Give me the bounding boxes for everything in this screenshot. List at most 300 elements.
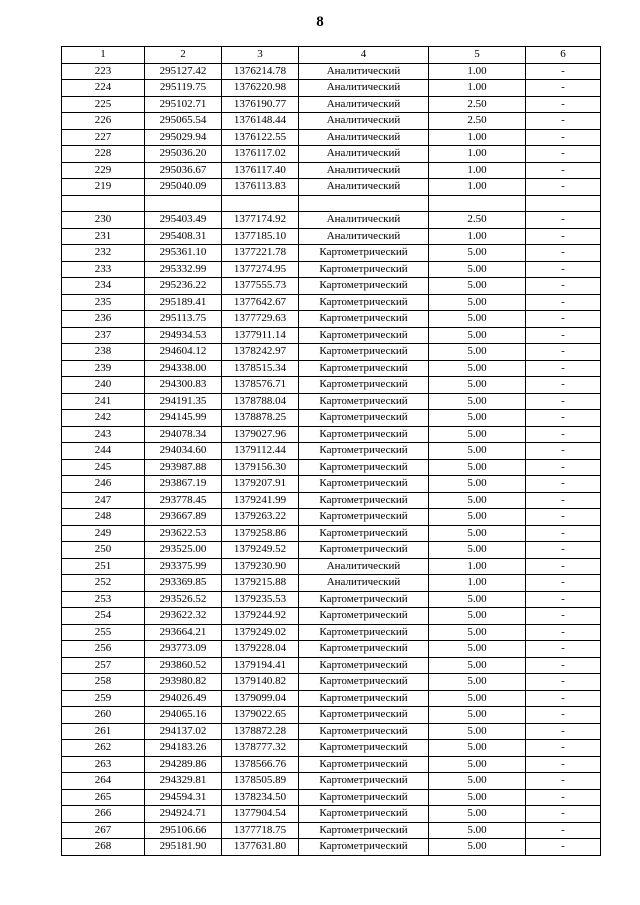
cell-note: - [526, 492, 601, 509]
cell-note: - [526, 80, 601, 97]
cell-y-coordinate: 1376220.98 [222, 80, 299, 97]
cell-accuracy: 5.00 [429, 344, 526, 361]
cell-method: Картометрический [299, 723, 429, 740]
cell-point-number: 266 [62, 806, 145, 823]
cell-x-coordinate: 295361.10 [145, 245, 222, 262]
cell-method: Аналитический [299, 162, 429, 179]
cell-y-coordinate: 1379022.65 [222, 707, 299, 724]
cell-accuracy: 5.00 [429, 294, 526, 311]
cell-method: Картометрический [299, 377, 429, 394]
cell-accuracy: 5.00 [429, 327, 526, 344]
cell-note: - [526, 641, 601, 658]
cell-y-coordinate: 1379244.92 [222, 608, 299, 625]
cell-y-coordinate: 1376117.02 [222, 146, 299, 163]
cell-x-coordinate: 294183.26 [145, 740, 222, 757]
cell-accuracy: 5.00 [429, 377, 526, 394]
cell-x-coordinate: 294594.31 [145, 789, 222, 806]
cell-point-number: 230 [62, 212, 145, 229]
cell-method: Аналитический [299, 558, 429, 575]
table-row [62, 377, 601, 394]
table-row [62, 129, 601, 146]
cell-accuracy [429, 195, 526, 212]
cell-x-coordinate: 295189.41 [145, 294, 222, 311]
cell-x-coordinate: 293667.89 [145, 509, 222, 526]
cell-accuracy: 5.00 [429, 393, 526, 410]
table-row [62, 113, 601, 130]
cell-point-number: 235 [62, 294, 145, 311]
cell-point-number: 249 [62, 525, 145, 542]
cell-method: Картометрический [299, 740, 429, 757]
cell-point-number: 253 [62, 591, 145, 608]
cell-note: - [526, 558, 601, 575]
cell-note: - [526, 327, 601, 344]
cell-x-coordinate: 293622.32 [145, 608, 222, 625]
table-row [62, 311, 601, 328]
cell-method: Аналитический [299, 212, 429, 229]
cell-accuracy: 5.00 [429, 608, 526, 625]
cell-point-number: 245 [62, 459, 145, 476]
cell-y-coordinate: 1377642.67 [222, 294, 299, 311]
cell-note: - [526, 278, 601, 295]
cell-note: - [526, 393, 601, 410]
cell-accuracy: 2.50 [429, 212, 526, 229]
cell-point-number: 225 [62, 96, 145, 113]
cell-accuracy: 5.00 [429, 278, 526, 295]
cell-y-coordinate: 1377718.75 [222, 822, 299, 839]
cell-method: Аналитический [299, 129, 429, 146]
cell-x-coordinate: 294034.60 [145, 443, 222, 460]
cell-point-number: 250 [62, 542, 145, 559]
cell-y-coordinate: 1379194.41 [222, 657, 299, 674]
table-row [62, 195, 601, 212]
cell-x-coordinate: 294604.12 [145, 344, 222, 361]
cell-x-coordinate: 293980.82 [145, 674, 222, 691]
table-row [62, 591, 601, 608]
cell-x-coordinate: 294137.02 [145, 723, 222, 740]
cell-accuracy: 1.00 [429, 228, 526, 245]
cell-y-coordinate: 1377185.10 [222, 228, 299, 245]
page-number: 8 [316, 14, 324, 30]
cell-x-coordinate [145, 195, 222, 212]
cell-note: - [526, 261, 601, 278]
cell-point-number: 265 [62, 789, 145, 806]
cell-y-coordinate: 1379099.04 [222, 690, 299, 707]
cell-accuracy: 5.00 [429, 459, 526, 476]
cell-method: Картометрический [299, 245, 429, 262]
cell-x-coordinate: 293369.85 [145, 575, 222, 592]
table-row [62, 228, 601, 245]
cell-method: Аналитический [299, 63, 429, 80]
cell-point-number: 241 [62, 393, 145, 410]
cell-method: Картометрический [299, 426, 429, 443]
cell-method: Картометрический [299, 476, 429, 493]
cell-accuracy: 5.00 [429, 624, 526, 641]
table-row [62, 690, 601, 707]
cell-note: - [526, 542, 601, 559]
cell-note: - [526, 839, 601, 856]
cell-note: - [526, 96, 601, 113]
cell-point-number: 263 [62, 756, 145, 773]
cell-method: Картометрический [299, 509, 429, 526]
cell-accuracy: 5.00 [429, 525, 526, 542]
cell-point-number: 268 [62, 839, 145, 856]
cell-accuracy: 5.00 [429, 723, 526, 740]
cell-accuracy: 5.00 [429, 789, 526, 806]
cell-method: Аналитический [299, 80, 429, 97]
cell-x-coordinate: 295403.49 [145, 212, 222, 229]
cell-x-coordinate: 295040.09 [145, 179, 222, 196]
cell-note: - [526, 822, 601, 839]
cell-point-number: 227 [62, 129, 145, 146]
cell-y-coordinate: 1377631.80 [222, 839, 299, 856]
cell-method: Картометрический [299, 608, 429, 625]
cell-y-coordinate: 1376122.55 [222, 129, 299, 146]
cell-accuracy: 5.00 [429, 773, 526, 790]
cell-method: Картометрический [299, 311, 429, 328]
cell-point-number: 242 [62, 410, 145, 427]
cell-method: Аналитический [299, 575, 429, 592]
cell-note: - [526, 179, 601, 196]
cell-y-coordinate: 1377274.95 [222, 261, 299, 278]
table-row [62, 261, 601, 278]
table-row [62, 459, 601, 476]
table-row [62, 410, 601, 427]
cell-method: Картометрический [299, 294, 429, 311]
table-row [62, 476, 601, 493]
cell-x-coordinate: 295036.67 [145, 162, 222, 179]
cell-point-number: 248 [62, 509, 145, 526]
cell-point-number: 260 [62, 707, 145, 724]
table-row [62, 393, 601, 410]
cell-x-coordinate: 294289.86 [145, 756, 222, 773]
table-row [62, 641, 601, 658]
cell-accuracy: 5.00 [429, 443, 526, 460]
cell-point-number: 246 [62, 476, 145, 493]
cell-note: - [526, 113, 601, 130]
cell-y-coordinate: 1379140.82 [222, 674, 299, 691]
cell-note: - [526, 773, 601, 790]
cell-method: Картометрический [299, 657, 429, 674]
cell-point-number: 256 [62, 641, 145, 658]
cell-accuracy: 5.00 [429, 591, 526, 608]
cell-note: - [526, 377, 601, 394]
cell-method: Картометрический [299, 393, 429, 410]
cell-method: Картометрический [299, 344, 429, 361]
table-row [62, 162, 601, 179]
cell-x-coordinate: 295181.90 [145, 839, 222, 856]
table-row [62, 525, 601, 542]
cell-x-coordinate: 294300.83 [145, 377, 222, 394]
cell-note [526, 195, 601, 212]
cell-point-number: 224 [62, 80, 145, 97]
cell-y-coordinate: 1378234.50 [222, 789, 299, 806]
cell-note: - [526, 228, 601, 245]
cell-point-number: 219 [62, 179, 145, 196]
cell-method: Картометрический [299, 839, 429, 856]
table-row [62, 839, 601, 856]
cell-point-number: 255 [62, 624, 145, 641]
cell-x-coordinate: 294078.34 [145, 426, 222, 443]
cell-y-coordinate: 1379027.96 [222, 426, 299, 443]
column-header: 2 [145, 47, 222, 64]
table-row [62, 80, 601, 97]
cell-accuracy: 5.00 [429, 426, 526, 443]
cell-x-coordinate: 295408.31 [145, 228, 222, 245]
cell-accuracy: 5.00 [429, 839, 526, 856]
cell-method: Картометрический [299, 492, 429, 509]
cell-accuracy: 5.00 [429, 822, 526, 839]
cell-method: Картометрический [299, 542, 429, 559]
cell-note: - [526, 459, 601, 476]
table-row [62, 278, 601, 295]
cell-method: Картометрический [299, 459, 429, 476]
cell-accuracy: 5.00 [429, 245, 526, 262]
cell-accuracy: 5.00 [429, 542, 526, 559]
cell-accuracy: 5.00 [429, 674, 526, 691]
table-row [62, 492, 601, 509]
cell-note: - [526, 476, 601, 493]
cell-accuracy: 5.00 [429, 690, 526, 707]
cell-method: Картометрический [299, 261, 429, 278]
cell-y-coordinate: 1377221.78 [222, 245, 299, 262]
cell-y-coordinate: 1376214.78 [222, 63, 299, 80]
cell-note: - [526, 509, 601, 526]
cell-method: Картометрический [299, 690, 429, 707]
cell-method: Картометрический [299, 410, 429, 427]
table-row [62, 723, 601, 740]
table-row [62, 63, 601, 80]
cell-note: - [526, 443, 601, 460]
cell-x-coordinate: 293525.00 [145, 542, 222, 559]
cell-point-number: 231 [62, 228, 145, 245]
cell-accuracy: 5.00 [429, 492, 526, 509]
cell-point-number: 261 [62, 723, 145, 740]
cell-x-coordinate: 293773.09 [145, 641, 222, 658]
cell-x-coordinate: 293867.19 [145, 476, 222, 493]
cell-point-number: 251 [62, 558, 145, 575]
cell-method: Аналитический [299, 228, 429, 245]
cell-point-number: 258 [62, 674, 145, 691]
cell-note: - [526, 146, 601, 163]
cell-note: - [526, 525, 601, 542]
cell-y-coordinate: 1377904.54 [222, 806, 299, 823]
cell-y-coordinate: 1379235.53 [222, 591, 299, 608]
cell-y-coordinate [222, 195, 299, 212]
table-row [62, 558, 601, 575]
column-header: 1 [62, 47, 145, 64]
table-row [62, 212, 601, 229]
cell-x-coordinate: 295127.42 [145, 63, 222, 80]
cell-y-coordinate: 1377911.14 [222, 327, 299, 344]
cell-x-coordinate: 294145.99 [145, 410, 222, 427]
cell-method: Картометрический [299, 360, 429, 377]
cell-x-coordinate: 295332.99 [145, 261, 222, 278]
cell-x-coordinate: 294191.35 [145, 393, 222, 410]
cell-note: - [526, 426, 601, 443]
cell-accuracy: 1.00 [429, 146, 526, 163]
cell-accuracy: 5.00 [429, 806, 526, 823]
cell-note: - [526, 294, 601, 311]
cell-accuracy: 1.00 [429, 575, 526, 592]
cell-method [299, 195, 429, 212]
cell-accuracy: 5.00 [429, 311, 526, 328]
cell-x-coordinate: 294338.00 [145, 360, 222, 377]
cell-x-coordinate: 295113.75 [145, 311, 222, 328]
cell-method: Аналитический [299, 96, 429, 113]
cell-y-coordinate: 1377555.73 [222, 278, 299, 295]
table-row [62, 96, 601, 113]
coordinates-table [61, 46, 601, 856]
cell-y-coordinate: 1379263.22 [222, 509, 299, 526]
cell-point-number: 243 [62, 426, 145, 443]
cell-x-coordinate: 293778.45 [145, 492, 222, 509]
cell-y-coordinate: 1379207.91 [222, 476, 299, 493]
table-row [62, 146, 601, 163]
cell-note: - [526, 657, 601, 674]
cell-y-coordinate: 1376117.40 [222, 162, 299, 179]
cell-accuracy: 2.50 [429, 96, 526, 113]
cell-point-number: 234 [62, 278, 145, 295]
cell-x-coordinate: 295106.66 [145, 822, 222, 839]
cell-y-coordinate: 1378576.71 [222, 377, 299, 394]
cell-y-coordinate: 1378566.76 [222, 756, 299, 773]
cell-x-coordinate: 295065.54 [145, 113, 222, 130]
cell-y-coordinate: 1377174.92 [222, 212, 299, 229]
cell-accuracy: 5.00 [429, 657, 526, 674]
table-row [62, 773, 601, 790]
cell-note: - [526, 690, 601, 707]
cell-method: Картометрический [299, 641, 429, 658]
cell-y-coordinate: 1379156.30 [222, 459, 299, 476]
table-row [62, 657, 601, 674]
table-row [62, 426, 601, 443]
cell-point-number: 226 [62, 113, 145, 130]
cell-note: - [526, 162, 601, 179]
cell-note: - [526, 624, 601, 641]
cell-accuracy: 1.00 [429, 162, 526, 179]
cell-note: - [526, 789, 601, 806]
cell-point-number: 229 [62, 162, 145, 179]
cell-accuracy: 5.00 [429, 641, 526, 658]
cell-accuracy: 5.00 [429, 707, 526, 724]
cell-method: Картометрический [299, 278, 429, 295]
cell-x-coordinate: 295029.94 [145, 129, 222, 146]
cell-x-coordinate: 293664.21 [145, 624, 222, 641]
table-row [62, 327, 601, 344]
cell-note: - [526, 756, 601, 773]
cell-method: Аналитический [299, 146, 429, 163]
cell-method: Картометрический [299, 789, 429, 806]
cell-y-coordinate: 1379258.86 [222, 525, 299, 542]
table-row [62, 707, 601, 724]
cell-note: - [526, 608, 601, 625]
cell-note: - [526, 360, 601, 377]
cell-method: Картометрический [299, 327, 429, 344]
cell-y-coordinate: 1378878.25 [222, 410, 299, 427]
cell-x-coordinate: 293622.53 [145, 525, 222, 542]
cell-point-number: 239 [62, 360, 145, 377]
cell-y-coordinate: 1379230.90 [222, 558, 299, 575]
cell-y-coordinate: 1376190.77 [222, 96, 299, 113]
header-row [62, 47, 601, 64]
cell-x-coordinate: 294329.81 [145, 773, 222, 790]
cell-y-coordinate: 1379112.44 [222, 443, 299, 460]
table-row [62, 822, 601, 839]
table-row [62, 443, 601, 460]
cell-note: - [526, 410, 601, 427]
cell-note: - [526, 806, 601, 823]
cell-method: Картометрический [299, 443, 429, 460]
cell-y-coordinate: 1378505.89 [222, 773, 299, 790]
cell-point-number: 254 [62, 608, 145, 625]
cell-accuracy: 5.00 [429, 509, 526, 526]
cell-x-coordinate: 294026.49 [145, 690, 222, 707]
cell-point-number: 267 [62, 822, 145, 839]
cell-method: Картометрический [299, 773, 429, 790]
cell-accuracy: 5.00 [429, 740, 526, 757]
cell-point-number: 238 [62, 344, 145, 361]
cell-y-coordinate: 1376113.83 [222, 179, 299, 196]
cell-y-coordinate: 1378242.97 [222, 344, 299, 361]
cell-note: - [526, 674, 601, 691]
cell-x-coordinate: 295236.22 [145, 278, 222, 295]
column-header: 3 [222, 47, 299, 64]
cell-point-number: 236 [62, 311, 145, 328]
cell-y-coordinate: 1379228.04 [222, 641, 299, 658]
cell-y-coordinate: 1379249.02 [222, 624, 299, 641]
cell-note: - [526, 723, 601, 740]
cell-accuracy: 5.00 [429, 756, 526, 773]
table-row [62, 608, 601, 625]
cell-point-number: 228 [62, 146, 145, 163]
cell-accuracy: 1.00 [429, 80, 526, 97]
cell-note: - [526, 575, 601, 592]
table-row [62, 740, 601, 757]
cell-x-coordinate: 293987.88 [145, 459, 222, 476]
cell-y-coordinate: 1378788.04 [222, 393, 299, 410]
cell-method: Картометрический [299, 674, 429, 691]
cell-accuracy: 2.50 [429, 113, 526, 130]
cell-y-coordinate: 1379215.88 [222, 575, 299, 592]
table-body [62, 63, 601, 855]
cell-note: - [526, 591, 601, 608]
table-row [62, 542, 601, 559]
cell-note: - [526, 740, 601, 757]
table-row [62, 575, 601, 592]
cell-point-number: 244 [62, 443, 145, 460]
cell-x-coordinate: 294934.53 [145, 327, 222, 344]
table-row [62, 179, 601, 196]
cell-x-coordinate: 295102.71 [145, 96, 222, 113]
cell-x-coordinate: 293526.52 [145, 591, 222, 608]
cell-note: - [526, 129, 601, 146]
cell-method: Картометрический [299, 756, 429, 773]
cell-accuracy: 1.00 [429, 179, 526, 196]
cell-point-number: 237 [62, 327, 145, 344]
cell-point-number [62, 195, 145, 212]
cell-accuracy: 5.00 [429, 360, 526, 377]
column-header: 5 [429, 47, 526, 64]
cell-note: - [526, 63, 601, 80]
cell-point-number: 223 [62, 63, 145, 80]
cell-accuracy: 1.00 [429, 558, 526, 575]
cell-y-coordinate: 1378777.32 [222, 740, 299, 757]
table-row [62, 806, 601, 823]
cell-point-number: 240 [62, 377, 145, 394]
cell-y-coordinate: 1378515.34 [222, 360, 299, 377]
cell-note: - [526, 311, 601, 328]
cell-method: Картометрический [299, 806, 429, 823]
